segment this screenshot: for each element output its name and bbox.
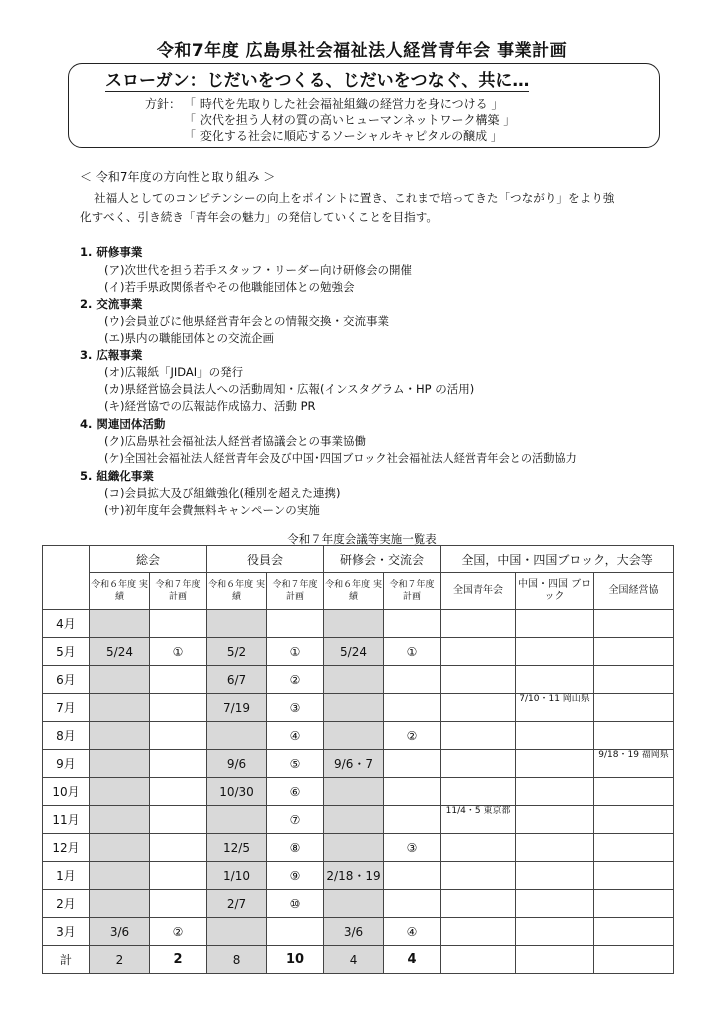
- table-cell: 7/10・11 岡山県: [516, 694, 594, 722]
- table-cell: [150, 778, 207, 806]
- group-header: 総会: [90, 546, 207, 573]
- table-cell: [90, 834, 150, 862]
- table-cell: [594, 694, 674, 722]
- table-row: [43, 834, 674, 862]
- table-cell: [90, 666, 150, 694]
- policy-line-2: 「 次代を担う人材の質の高いヒューマンネットワーク構築 」: [184, 113, 516, 127]
- direction-line-2: 化すべく、引き続き「青年会の魅力」の発信していくことを目指す。: [80, 210, 439, 224]
- table-row: [43, 638, 674, 666]
- table-cell: ②: [150, 918, 207, 946]
- table-cell: [324, 722, 384, 750]
- slogan-box: [68, 63, 660, 148]
- corner-cell: [43, 546, 90, 610]
- table-cell: 6/7: [207, 666, 267, 694]
- month-cell: 4月: [43, 610, 90, 638]
- direction-line-1: 社福人としてのコンピテンシーの向上をポイントに置き、これまで培ってきた「つながり」をより強: [94, 191, 615, 205]
- table-cell: [441, 834, 516, 862]
- group-header: 研修会・交流会: [324, 546, 441, 573]
- table-cell: 5/24: [90, 638, 150, 666]
- slogan: スローガン：じだいをつくる、じだいをつなぐ、共に…: [105, 66, 529, 92]
- section-item: (イ)若手県政関係者やその他職能団体との勉強会: [104, 280, 355, 294]
- section-item: (カ)県経営協会員法人への活動周知・広報(インスタグラム・HP の活用): [104, 382, 475, 396]
- table-cell: [441, 890, 516, 918]
- total-label: 計: [43, 946, 90, 974]
- table-cell: 10: [267, 946, 324, 974]
- group-header: 役員会: [207, 546, 324, 573]
- table-cell: ②: [267, 666, 324, 694]
- section-item: (キ)経営協での広報誌作成協力、活動 PR: [104, 399, 316, 413]
- column-subheader: 令和６年度 実績: [90, 573, 150, 610]
- table-cell: [384, 862, 441, 890]
- month-cell: 9月: [43, 750, 90, 778]
- section-heading: 5. 組織化事業: [80, 469, 154, 483]
- table-cell: ③: [384, 834, 441, 862]
- table-cell: 9/6: [207, 750, 267, 778]
- month-cell: 3月: [43, 918, 90, 946]
- column-subheader: 中国・四国 ブロック: [516, 573, 594, 610]
- month-cell: 10月: [43, 778, 90, 806]
- month-cell: 1月: [43, 862, 90, 890]
- table-cell: [90, 750, 150, 778]
- table-cell: [324, 834, 384, 862]
- table-cell: [594, 638, 674, 666]
- table-cell: [90, 694, 150, 722]
- table-cell: [516, 918, 594, 946]
- table-cell: [90, 890, 150, 918]
- table-cell: [267, 610, 324, 638]
- table-cell: [150, 862, 207, 890]
- table-cell: [441, 694, 516, 722]
- column-subheader: 令和６年度 実績: [324, 573, 384, 610]
- table-cell: [441, 722, 516, 750]
- table-cell: ④: [384, 918, 441, 946]
- table-cell: ④: [267, 722, 324, 750]
- column-subheader: 令和６年度 実績: [207, 573, 267, 610]
- table-cell: [207, 722, 267, 750]
- table-cell: ⑧: [267, 834, 324, 862]
- table-cell: ②: [384, 722, 441, 750]
- table-cell: [594, 806, 674, 834]
- table-row: [43, 862, 674, 890]
- section-item: (ウ)会員並びに他県経営青年会との情報交換・交流事業: [104, 314, 389, 328]
- table-cell: [384, 610, 441, 638]
- section-heading: 2. 交流事業: [80, 297, 143, 311]
- month-cell: 2月: [43, 890, 90, 918]
- group-header: 全国，中国・四国ブロック，大会等: [441, 546, 674, 573]
- table-cell: ⑥: [267, 778, 324, 806]
- table-cell: [324, 694, 384, 722]
- table-cell: [384, 806, 441, 834]
- table-cell: 3/6: [90, 918, 150, 946]
- table-cell: 5/24: [324, 638, 384, 666]
- table-cell: ①: [267, 638, 324, 666]
- column-subheader: 全国経営協: [594, 573, 674, 610]
- table-cell: [90, 722, 150, 750]
- table-cell: 2: [90, 946, 150, 974]
- table-cell: [594, 722, 674, 750]
- table-cell: [150, 750, 207, 778]
- table-cell: [441, 638, 516, 666]
- table-cell: ⑤: [267, 750, 324, 778]
- month-cell: 11月: [43, 806, 90, 834]
- table-cell: [150, 806, 207, 834]
- table-cell: [594, 666, 674, 694]
- table-cell: [384, 778, 441, 806]
- table-cell: [267, 918, 324, 946]
- table-cell: ⑨: [267, 862, 324, 890]
- table-cell: [150, 890, 207, 918]
- section-item: (コ)会員拡大及び組織強化(種別を超えた連携): [104, 486, 341, 500]
- table-cell: [90, 806, 150, 834]
- section-heading: 3. 広報事業: [80, 348, 143, 362]
- table-cell: [441, 918, 516, 946]
- table-cell: ①: [150, 638, 207, 666]
- table-total-row: [43, 946, 674, 974]
- table-cell: [441, 862, 516, 890]
- table-cell: [207, 806, 267, 834]
- month-cell: 7月: [43, 694, 90, 722]
- table-cell: [90, 778, 150, 806]
- direction-heading: ＜ 令和7年度の方向性と取り組み ＞: [80, 170, 276, 184]
- month-cell: 8月: [43, 722, 90, 750]
- month-cell: 5月: [43, 638, 90, 666]
- table-cell: ⑩: [267, 890, 324, 918]
- page-title: 令和7年度 広島県社会福祉法人経営青年会 事業計画: [156, 41, 568, 61]
- table-cell: [594, 834, 674, 862]
- table-cell: 12/5: [207, 834, 267, 862]
- table-cell: 11/4・5 東京都: [441, 806, 516, 834]
- column-subheader: 令和７年度 計画: [267, 573, 324, 610]
- table-cell: [516, 890, 594, 918]
- table-cell: [384, 666, 441, 694]
- section-item: (サ)初年度年会費無料キャンペーンの実施: [104, 503, 320, 517]
- table-row: [43, 666, 674, 694]
- table-cell: [207, 918, 267, 946]
- table-cell: [594, 778, 674, 806]
- table-row: [43, 610, 674, 638]
- table-cell: [441, 946, 516, 974]
- table-cell: [384, 750, 441, 778]
- table-cell: [150, 834, 207, 862]
- table-cell: 10/30: [207, 778, 267, 806]
- table-cell: [324, 890, 384, 918]
- table-cell: 3/6: [324, 918, 384, 946]
- table-cell: [324, 666, 384, 694]
- table-row: [43, 778, 674, 806]
- table-cell: [441, 778, 516, 806]
- policy-line-3: 「 変化する社会に順応するソーシャルキャピタルの醸成 」: [184, 129, 503, 143]
- table-cell: [516, 946, 594, 974]
- table-cell: 4: [384, 946, 441, 974]
- table-row: [43, 750, 674, 778]
- table-subheader-row: [43, 573, 674, 610]
- table-cell: [516, 722, 594, 750]
- table-cell: [594, 946, 674, 974]
- section-item: (ク)広島県社会福祉法人経営者協議会との事業協働: [104, 434, 366, 448]
- table-cell: 5/2: [207, 638, 267, 666]
- table-cell: 4: [324, 946, 384, 974]
- table-row: [43, 694, 674, 722]
- table-cell: 8: [207, 946, 267, 974]
- table-row: [43, 722, 674, 750]
- table-cell: [516, 610, 594, 638]
- policy-label: 方針：: [145, 97, 182, 111]
- table-cell: [516, 638, 594, 666]
- section-item: (エ)県内の職能団体との交流企画: [104, 331, 274, 345]
- schedule-table: [42, 545, 674, 974]
- section-heading: 4. 関連団体活動: [80, 417, 166, 431]
- table-row: [43, 806, 674, 834]
- table-cell: [516, 862, 594, 890]
- table-cell: ①: [384, 638, 441, 666]
- table-cell: ③: [267, 694, 324, 722]
- table-cell: [90, 862, 150, 890]
- table-cell: 2: [150, 946, 207, 974]
- table-cell: [324, 610, 384, 638]
- table-cell: 9/6・7: [324, 750, 384, 778]
- table-cell: 2/18・19: [324, 862, 384, 890]
- table-cell: [384, 890, 441, 918]
- section-item: (オ)広報紙「JIDAI」の発行: [104, 365, 244, 379]
- table-cell: [441, 610, 516, 638]
- table-cell: 2/7: [207, 890, 267, 918]
- table-cell: [516, 834, 594, 862]
- section-item: (ア)次世代を担う若手スタッフ・リーダー向け研修会の開催: [104, 263, 412, 277]
- table-cell: [594, 862, 674, 890]
- table-cell: [150, 666, 207, 694]
- table-cell: [594, 610, 674, 638]
- table-cell: [441, 750, 516, 778]
- table-cell: 9/18・19 福岡県: [594, 750, 674, 778]
- table-cell: [150, 610, 207, 638]
- table-cell: [324, 806, 384, 834]
- table-cell: [150, 722, 207, 750]
- table-cell: [516, 666, 594, 694]
- table-cell: [594, 890, 674, 918]
- section-heading: 1. 研修事業: [80, 245, 143, 259]
- table-cell: [594, 918, 674, 946]
- table-cell: 1/10: [207, 862, 267, 890]
- table-cell: [90, 610, 150, 638]
- table-caption: 令和７年度会議等実施一覧表: [287, 532, 437, 546]
- table-cell: [150, 694, 207, 722]
- policy-line-1: 「 時代を先取りした社会福祉組織の経営力を身につける 」: [184, 97, 504, 111]
- table-row: [43, 890, 674, 918]
- table-cell: [516, 750, 594, 778]
- table-cell: [324, 778, 384, 806]
- section-item: (ケ)全国社会福祉法人経営青年会及び中国･四国ブロック社会福祉法人経営青年会との活動協力: [104, 452, 577, 465]
- month-cell: 6月: [43, 666, 90, 694]
- table-cell: 7/19: [207, 694, 267, 722]
- month-cell: 12月: [43, 834, 90, 862]
- column-subheader: 全国青年会: [441, 573, 516, 610]
- column-subheader: 令和７年度 計画: [384, 573, 441, 610]
- table-cell: ⑦: [267, 806, 324, 834]
- table-cell: [516, 806, 594, 834]
- column-subheader: 令和７年度 計画: [150, 573, 207, 610]
- table-cell: [516, 778, 594, 806]
- table-cell: [384, 694, 441, 722]
- table-cell: [207, 610, 267, 638]
- table-cell: [441, 666, 516, 694]
- table-row: [43, 918, 674, 946]
- table-group-header-row: [43, 546, 674, 573]
